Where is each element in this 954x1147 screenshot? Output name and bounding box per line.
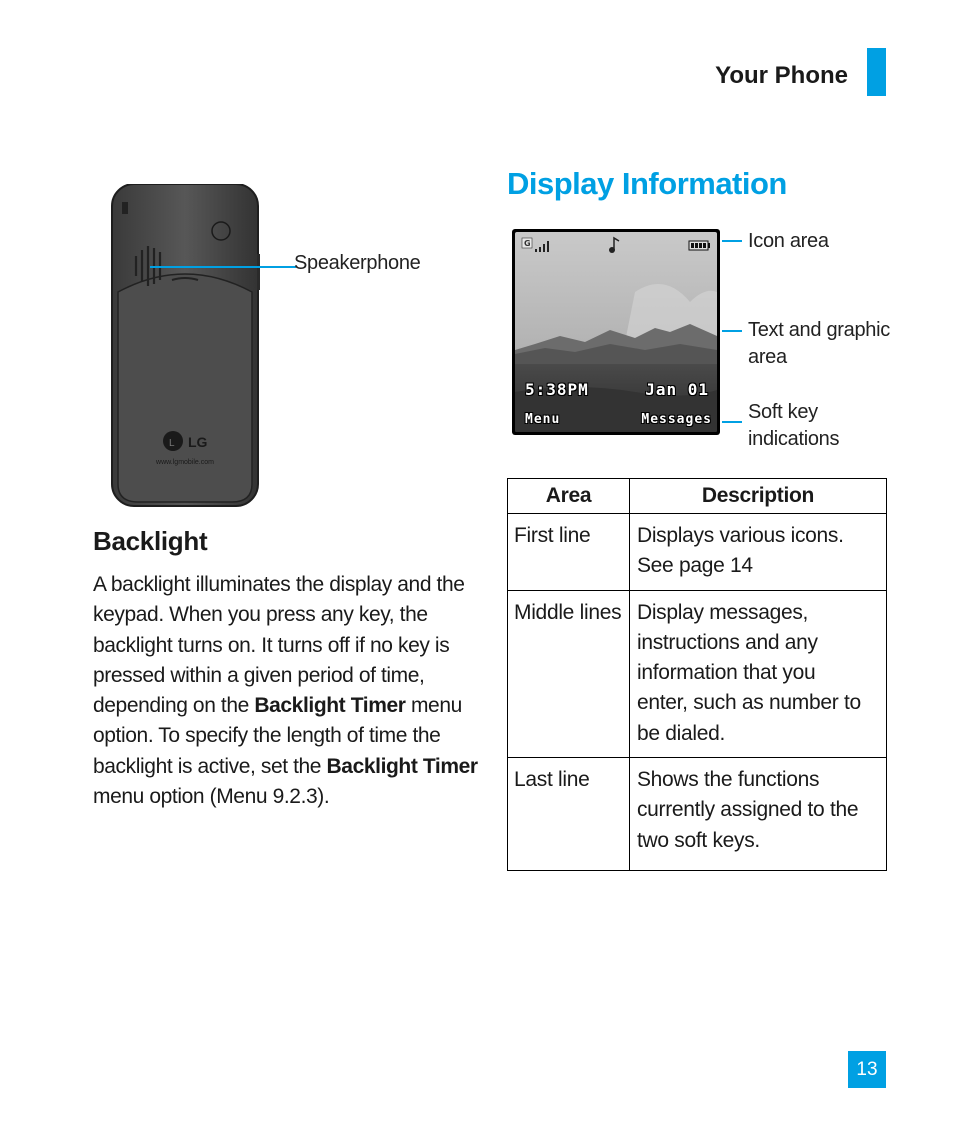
icon-area-label: Icon area (748, 230, 829, 252)
table-cell-area: Middle lines (508, 590, 630, 757)
phone-back-illustration (110, 184, 260, 507)
section-header-title: Your Phone (715, 62, 848, 89)
text-area-label-line1: Text and graphic (748, 319, 890, 341)
battery-icon (689, 241, 710, 250)
display-information-title: Display Information (507, 166, 787, 201)
text-area-callout-line (722, 330, 742, 332)
page-number: 13 (848, 1051, 886, 1088)
desc-line: information that you (636, 661, 816, 685)
screen-soft-key-right: Messages (641, 412, 712, 427)
table-row (508, 590, 887, 757)
phone-brand: LG (188, 434, 208, 450)
table-cell-description (629, 590, 886, 757)
screen-date: Jan 01 (645, 380, 709, 399)
desc-line: two soft keys. (636, 828, 760, 852)
desc-line: instructions and any (636, 630, 818, 654)
soft-key-label-line1: Soft key (748, 401, 818, 423)
table-header-row (508, 479, 887, 514)
header-accent-bar (867, 48, 886, 96)
phone-screen-illustration (512, 229, 720, 435)
backlight-timer-term-2: Backlight Timer (326, 754, 478, 778)
display-areas-table (507, 478, 887, 871)
desc-line: Shows the functions (636, 768, 820, 792)
table-row (508, 758, 887, 871)
backlight-text-2: menu option. To specify the length of time the backlight is active, set the (93, 694, 462, 778)
screen-time: 5:38PM (525, 380, 589, 399)
table-cell-area: First line (508, 514, 630, 591)
soft-key-callout-line (722, 421, 742, 423)
screen-wallpaper (515, 232, 717, 432)
svg-text:L: L (169, 438, 175, 449)
table-header-area: Area (508, 479, 630, 514)
icon-area-callout-line (722, 240, 742, 242)
screen-soft-key-left: Menu (525, 412, 561, 427)
svg-text:G: G (524, 239, 531, 248)
desc-line: See page 14 (636, 554, 753, 578)
table-row (508, 514, 887, 591)
desc-line: currently assigned to the (636, 798, 859, 822)
desc-line: Displays various icons. (636, 524, 844, 547)
table-cell-description (629, 758, 886, 871)
text-area-label-line2: area (748, 346, 787, 368)
table-cell-description (629, 514, 886, 591)
soft-key-label-line2: indications (748, 428, 840, 450)
backlight-text-3: menu option (Menu 9.2.3). (93, 785, 330, 809)
desc-line: enter, such as number to (636, 691, 861, 715)
speakerphone-label: Speakerphone (294, 252, 421, 274)
table-header-description: Description (629, 479, 886, 514)
desc-line: Display messages, (636, 600, 809, 624)
backlight-paragraph (93, 570, 478, 812)
backlight-timer-term-1: Backlight Timer (254, 694, 406, 718)
backlight-text-1: A backlight illuminates the display and the keypad. When you press any key, the backlight turns on. It turns off if no key is pressed within a given period of time, depending on the (93, 573, 465, 718)
table-cell-area: Last line (508, 758, 630, 871)
speakerphone-callout-line (150, 266, 296, 268)
desc-line: be dialed. (636, 721, 726, 745)
phone-url: www.lgmobile.com (156, 459, 214, 466)
backlight-title: Backlight (93, 526, 208, 556)
